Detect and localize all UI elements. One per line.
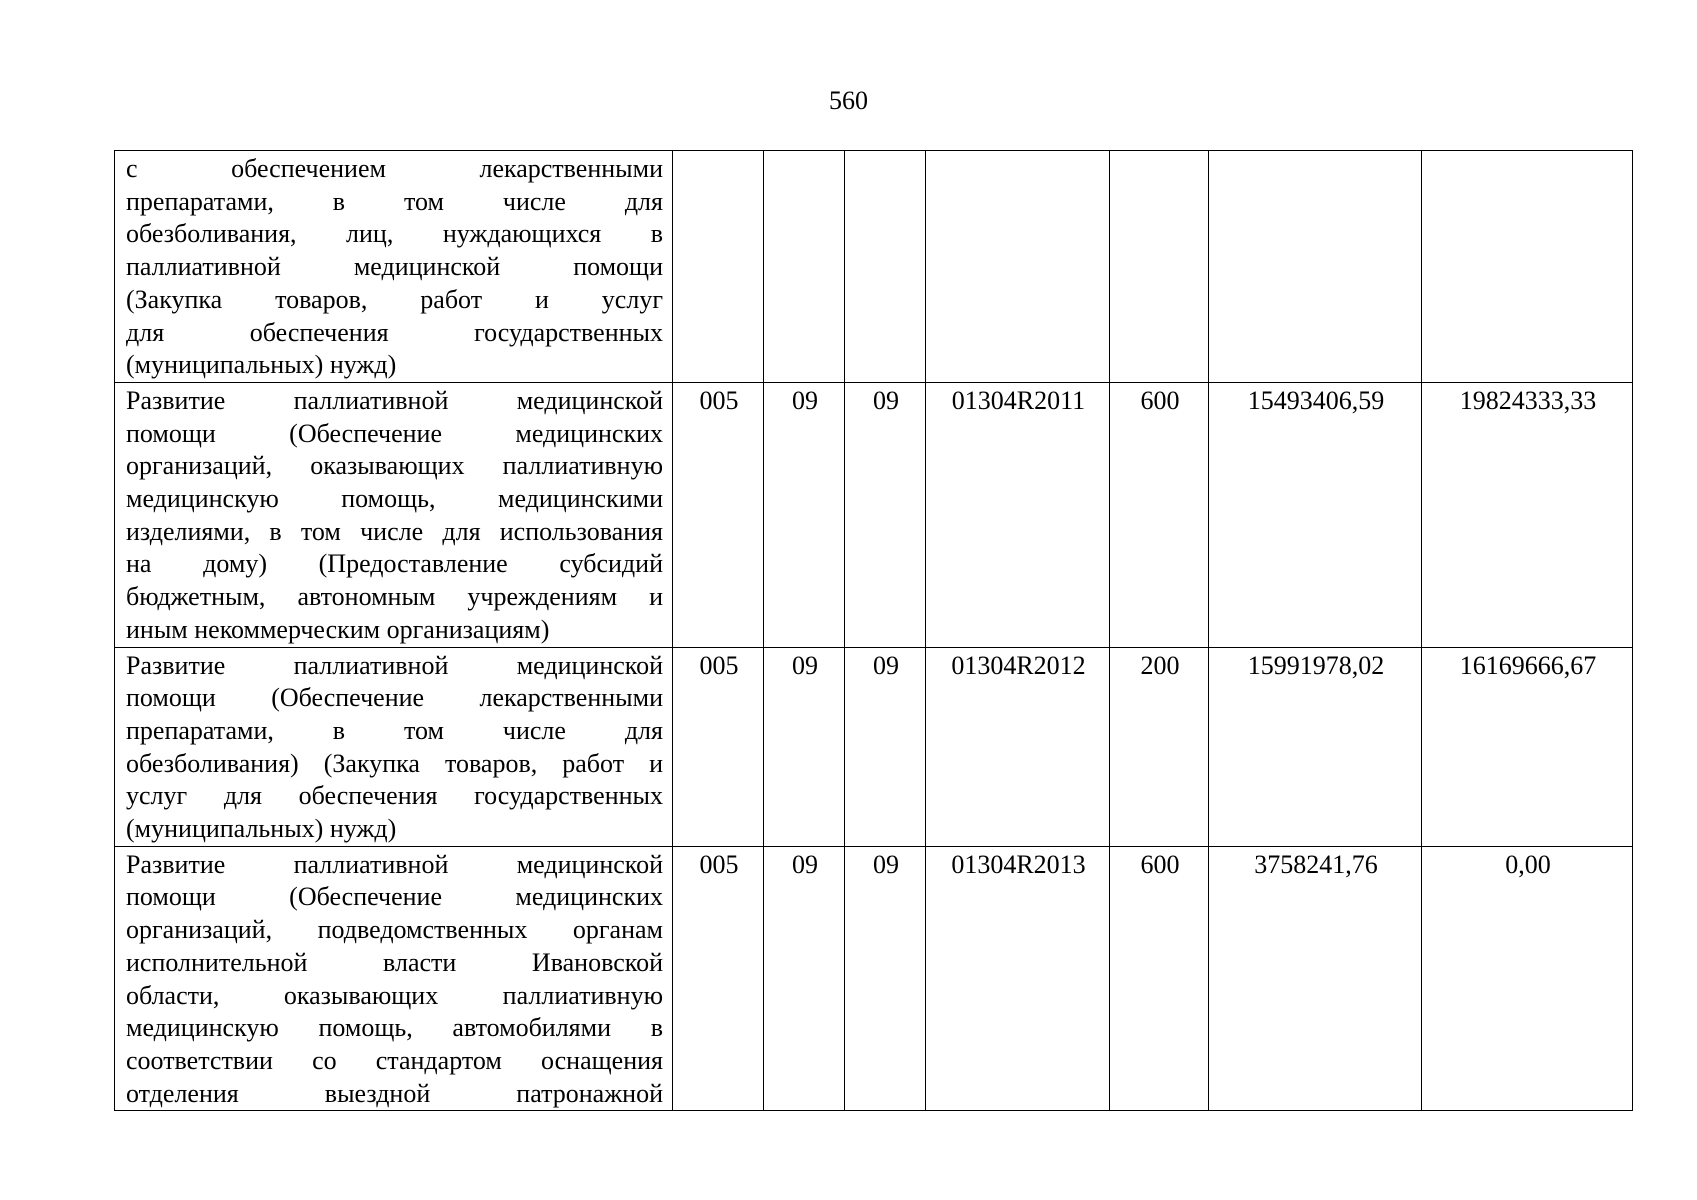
- target-article-cell: 01304R2013: [926, 846, 1110, 1111]
- description-line: препаратами, в том числе для: [126, 715, 663, 745]
- amount-year2-cell: 0,00: [1422, 846, 1633, 1111]
- amount-year1-cell: 15493406,59: [1209, 382, 1422, 647]
- row-description: [115, 647, 673, 846]
- section-cell: [764, 151, 845, 383]
- admin-code-cell: 005: [673, 846, 764, 1111]
- description-line: исполнительной власти Ивановской: [126, 947, 663, 977]
- budget-table: [114, 150, 1633, 1111]
- section-cell: 09: [764, 382, 845, 647]
- amount-year1-cell: [1209, 151, 1422, 383]
- description-line: медицинскую помощь, автомобилями в: [126, 1013, 663, 1043]
- target-article-cell: [926, 151, 1110, 383]
- description-line: обезболивания, лиц, нуждающихся в: [126, 219, 663, 249]
- section-cell: 09: [764, 846, 845, 1111]
- amount-year2-cell: [1422, 151, 1633, 383]
- page-number: 560: [829, 86, 868, 115]
- subsection-cell: 09: [845, 647, 926, 846]
- row-description: [115, 382, 673, 647]
- description-line: паллиативной медицинской помощи: [126, 252, 663, 282]
- description-line: организаций, оказывающих паллиативную: [126, 451, 663, 481]
- description-line: отделения выездной патронажной: [126, 1078, 663, 1108]
- description-line: для обеспечения государственных: [126, 317, 663, 347]
- description-line: иным некоммерческим организациям): [126, 614, 550, 644]
- description-line: изделиями, в том числе для использования: [126, 516, 663, 546]
- description-line: обезболивания) (Закупка товаров, работ и: [126, 748, 663, 778]
- description-line: с обеспечением лекарственными: [126, 154, 663, 183]
- table-row: [115, 846, 1633, 1111]
- amount-year2-cell: 19824333,33: [1422, 382, 1633, 647]
- expense-type-cell: [1110, 151, 1209, 383]
- table-row: [115, 647, 1633, 846]
- subsection-cell: 09: [845, 382, 926, 647]
- description-line: на дому) (Предоставление субсидий: [126, 549, 663, 579]
- row-description: [115, 846, 673, 1111]
- expense-type-cell: 600: [1110, 846, 1209, 1111]
- description-line: соответствии со стандартом оснащения: [126, 1045, 663, 1075]
- admin-code-cell: [673, 151, 764, 383]
- description-line: Развитие паллиативной медицинской: [126, 650, 663, 680]
- description-line: помощи (Обеспечение медицинских: [126, 882, 663, 912]
- description-line: препаратами, в том числе для: [126, 186, 663, 216]
- description-line: медицинскую помощь, медицинскими: [126, 484, 663, 514]
- description-line: помощи (Обеспечение медицинских: [126, 418, 663, 448]
- admin-code-cell: 005: [673, 382, 764, 647]
- amount-year2-cell: 16169666,67: [1422, 647, 1633, 846]
- description-line: (муниципальных) нужд): [126, 350, 397, 380]
- description-line: услуг для обеспечения государственных: [126, 781, 663, 811]
- description-line: помощи (Обеспечение лекарственными: [126, 683, 663, 713]
- expense-type-cell: 200: [1110, 647, 1209, 846]
- subsection-cell: [845, 151, 926, 383]
- description-line: организаций, подведомственных органам: [126, 915, 663, 945]
- description-line: (муниципальных) нужд): [126, 814, 397, 844]
- subsection-cell: 09: [845, 846, 926, 1111]
- target-article-cell: 01304R2012: [926, 647, 1110, 846]
- expense-type-cell: 600: [1110, 382, 1209, 647]
- description-line: области, оказывающих паллиативную: [126, 980, 663, 1010]
- row-description: [115, 151, 673, 383]
- amount-year1-cell: 15991978,02: [1209, 647, 1422, 846]
- table-row: [115, 151, 1633, 383]
- target-article-cell: 01304R2011: [926, 382, 1110, 647]
- amount-year1-cell: 3758241,76: [1209, 846, 1422, 1111]
- description-line: бюджетным, автономным учреждениям и: [126, 582, 663, 612]
- description-line: Развитие паллиативной медицинской: [126, 385, 663, 415]
- table-row: [115, 382, 1633, 647]
- section-cell: 09: [764, 647, 845, 846]
- description-line: (Закупка товаров, работ и услуг: [126, 284, 663, 314]
- description-line: Развитие паллиативной медицинской: [126, 849, 663, 879]
- admin-code-cell: 005: [673, 647, 764, 846]
